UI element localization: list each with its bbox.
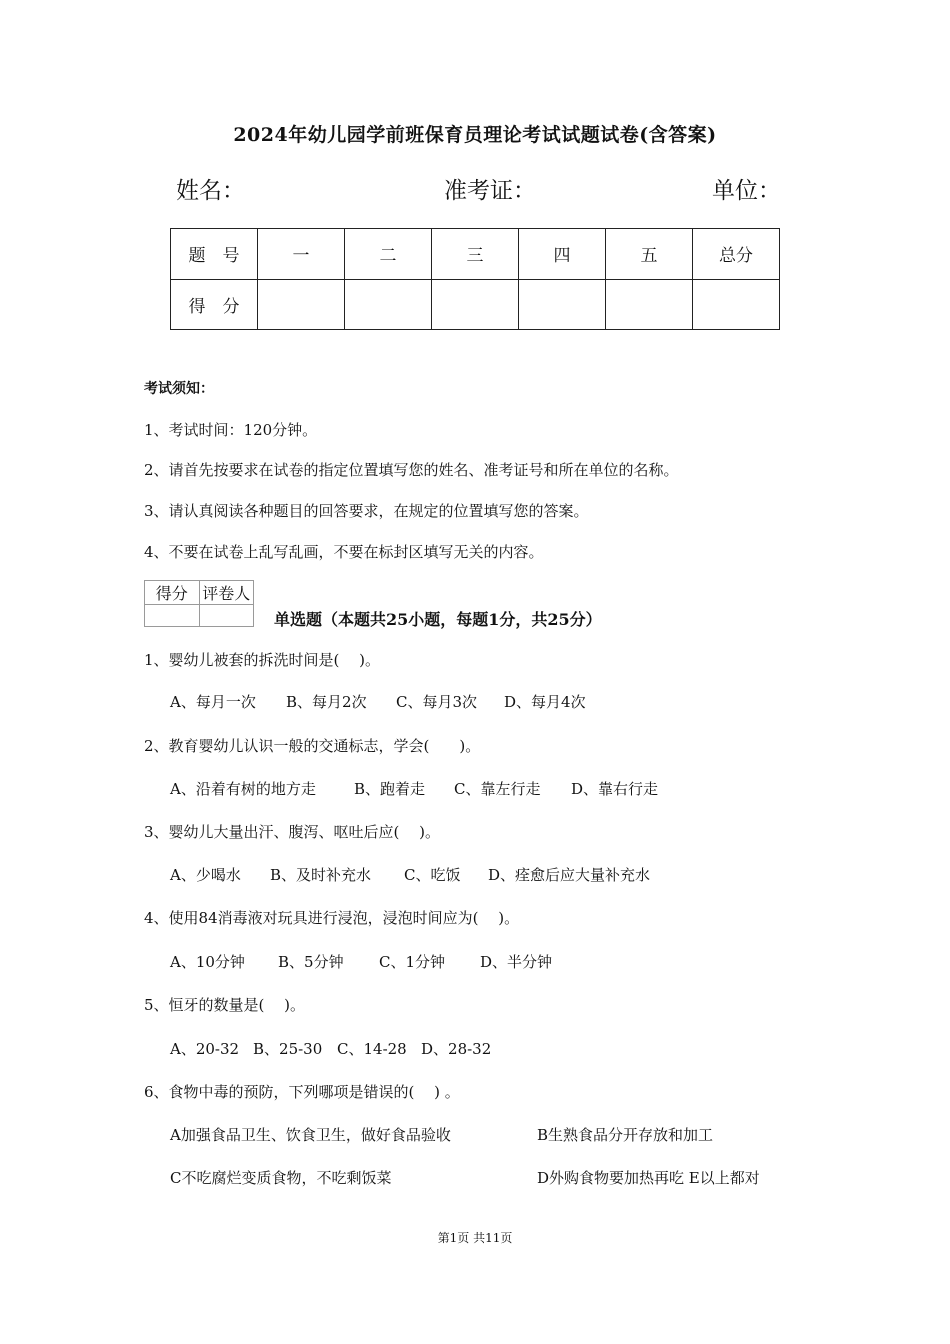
notice-item: 1、考试时间：120分钟。: [144, 421, 318, 439]
question-text: 2、教育婴幼儿认识一般的交通标志，学会( )。: [144, 737, 481, 755]
option-c: C、靠左行走: [454, 780, 541, 798]
exam-title: 2024年幼儿园学前班保育员理论考试试题试卷(含答案): [233, 124, 717, 146]
option-a: A、少喝水: [170, 866, 241, 884]
option-b: B、25-30: [253, 1040, 323, 1058]
grader-name-entry[interactable]: [199, 605, 254, 627]
grader-name-label: 评卷人: [199, 581, 254, 605]
score-table-header-row: [171, 229, 780, 280]
option-d: D、每月4次: [504, 693, 586, 711]
score-table-cell: 一: [258, 229, 345, 280]
question-text: 4、使用84消毒液对玩具进行浸泡，浸泡时间应为( )。: [144, 909, 520, 927]
unit-field-label: 单位：: [712, 178, 781, 204]
section-heading: 单选题（本题共25小题，每题1分，共25分）: [274, 610, 602, 629]
option-b: B、及时补充水: [270, 866, 372, 884]
option-c: C、1分钟: [379, 953, 446, 971]
option-c: C不吃腐烂变质食物，不吃剩饭菜: [170, 1169, 392, 1187]
grader-score-entry[interactable]: [145, 605, 200, 627]
question-text: 6、食物中毒的预防，下列哪项是错误的( ) 。: [144, 1083, 460, 1101]
option-a: A、沿着有树的地方走: [170, 780, 316, 798]
option-d: D、痊愈后应大量补充水: [488, 866, 651, 884]
score-table-cell: 五: [606, 229, 693, 280]
option-b: B、每月2次: [286, 693, 367, 711]
notice-item: 2、请首先按要求在试卷的指定位置填写您的姓名、准考证号和所在单位的名称。: [144, 461, 679, 479]
exam-id-field-label: 准考证：: [444, 178, 536, 204]
grader-score-label: 得分: [145, 581, 200, 605]
option-a: A、20-32: [170, 1040, 240, 1058]
option-d: D、靠右行走: [571, 780, 659, 798]
score-table-cell: 四: [519, 229, 606, 280]
score-entry-cell[interactable]: [432, 279, 519, 330]
question-text: 5、恒牙的数量是( )。: [144, 996, 306, 1014]
notice-item: 4、不要在试卷上乱写乱画，不要在标封区填写无关的内容。: [144, 543, 544, 561]
option-a: A、每月一次: [170, 693, 256, 711]
notice-item: 3、请认真阅读各种题目的回答要求，在规定的位置填写您的答案。: [144, 502, 589, 520]
option-c: C、每月3次: [396, 693, 478, 711]
question-text: 3、婴幼儿大量出汗、腹泻、呕吐后应( )。: [144, 823, 441, 841]
option-b: B、5分钟: [278, 953, 344, 971]
option-d: D、半分钟: [480, 953, 553, 971]
name-field-label: 姓名：: [176, 178, 245, 204]
question-text: 1、婴幼儿被套的拆洗时间是( )。: [144, 651, 381, 669]
score-table: [170, 228, 780, 330]
notice-heading: 考试须知：: [144, 381, 214, 397]
score-table-cell: 总分: [693, 229, 780, 280]
score-entry-cell[interactable]: [345, 279, 432, 330]
score-entry-cell[interactable]: [519, 279, 606, 330]
option-c: C、14-28: [337, 1040, 407, 1058]
score-entry-cell[interactable]: [693, 279, 780, 330]
score-table-cell: 题 号: [171, 229, 258, 280]
option-b: B生熟食品分开存放和加工: [537, 1126, 714, 1144]
grader-box: [144, 580, 254, 627]
option-a: A加强食品卫生、饮食卫生，做好食品验收: [170, 1126, 451, 1144]
score-table-cell: 得 分: [171, 279, 258, 330]
option-d: D、28-32: [421, 1040, 492, 1058]
page-footer: 第1页 共11页: [437, 1231, 513, 1245]
score-entry-cell[interactable]: [258, 279, 345, 330]
score-table-cell: 二: [345, 229, 432, 280]
score-entry-cell[interactable]: [606, 279, 693, 330]
option-c: C、吃饭: [404, 866, 461, 884]
option-b: B、跑着走: [354, 780, 426, 798]
score-table-score-row: [171, 279, 780, 330]
option-a: A、10分钟: [170, 953, 245, 971]
option-d: D外购食物要加热再吃 E以上都对: [537, 1169, 760, 1187]
score-table-cell: 三: [432, 229, 519, 280]
